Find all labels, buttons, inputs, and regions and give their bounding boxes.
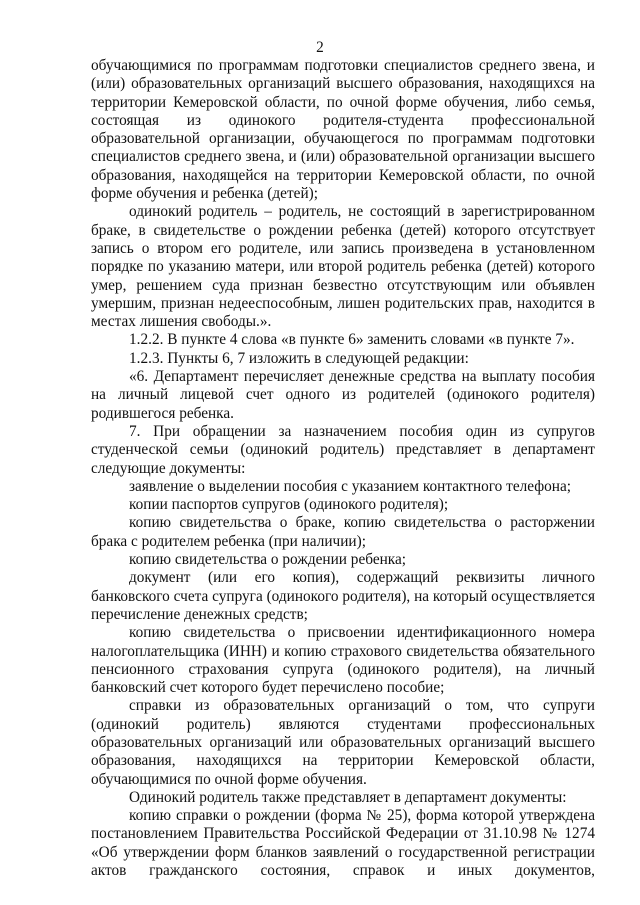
paragraph: справки из образовательных организаций о том, что супруги (одинокий родитель) являются студентами профессиональных образовательных организаций или образовательных организаций высшего образования, находящихся на территории Кемеровской области, обучающимися по очной форме обучения. [91, 697, 595, 788]
paragraph: копию свидетельства о браке, копию свидетельства о расторжении брака с родителем ребенка (при наличии); [91, 514, 595, 550]
paragraph: копию свидетельства о присвоении идентификационного номера налогоплательщика (ИНН) и копию страхового свидетельства обязательного пенсионного страхования супруга (одинокого родителя), на личный банковский счет которого будет перечислено пособие; [91, 624, 595, 697]
paragraph: заявление о выделении пособия с указанием контактного телефона; [129, 477, 572, 495]
paragraph: копию свидетельства о рождении ребенка; [129, 551, 407, 569]
paragraph: копию справки о рождении (форма № 25), форма которой утверждена постановлением Правительства Российской Федерации от 31.10.98 № 1274 «Об утверждении форм бланков заявлений о государственной регистрации актов гражданского состояния, справок и иных документов, [91, 807, 595, 880]
paragraph: «6. Департамент перечисляет денежные средства на выплату пособия на личный лицевой счет одного из родителей (одинокого родителя) родившегося ребенка. [91, 368, 595, 422]
paragraph: документ (или его копия), содержащий реквизиты личного банковского счета супруга (одинокого родителя), на который осуществляется перечисление денежных средств; [91, 569, 595, 623]
paragraph: Одинокий родитель также представляет в департамент документы: [129, 788, 567, 806]
paragraph: одинокий родитель – родитель, не состоящий в зарегистрированном браке, в свидетельстве о рождении ребенка (детей) которого отсутствует запись о втором его родителе, или запись произведена в установленном порядке по указанию матери, или второй родитель ребенка (детей) которого умер, решением суда признан безвестно отсутствующим или объявлен умершим, признан недееспособным, лишен родительских прав, находится в местах лишения свободы.». [91, 203, 595, 331]
paragraph: обучающимися по программам подготовки специалистов среднего звена, и (или) образовательных организаций высшего образования, находящихся на территории Кемеровской области, по очной форме обучения, либо семья, состоящая из одинокого родителя-студента профессиональной образовательной организации, обучающегося по программам подготовки специалистов среднего звена, и (или) образовательной организации высшего образования, находящейся на территории Кемеровской области, по очной форме обучения и ребенка (детей); [91, 57, 595, 203]
paragraph: 7. При обращении за назначением пособия один из супругов студенческой семьи (одинокий родитель) представляет в департамент следующие документы: [91, 422, 595, 477]
paragraph: 1.2.2. В пункте 4 слова «в пункте 6» заменить словами «в пункте 7». [129, 331, 575, 349]
paragraph: копии паспортов супругов (одинокого родителя); [129, 496, 449, 514]
document-body [91, 57, 595, 880]
paragraph: 1.2.3. Пункты 6, 7 изложить в следующей редакции: [129, 349, 469, 367]
page-number: 2 [316, 39, 324, 56]
